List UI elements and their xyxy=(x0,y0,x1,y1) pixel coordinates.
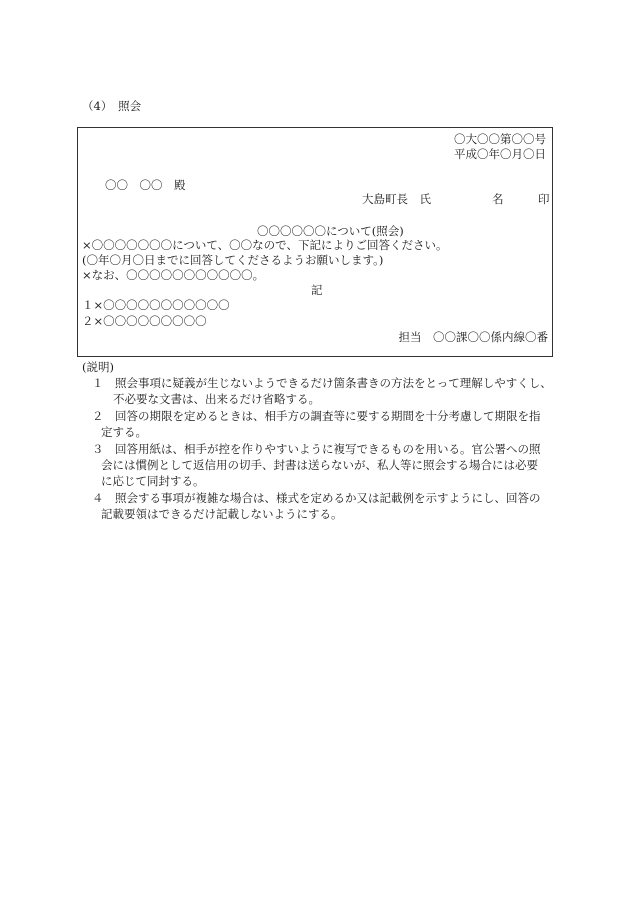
letter-item-1: １×〇〇〇〇〇〇〇〇〇〇〇 xyxy=(82,298,230,312)
inquiry-letter-frame xyxy=(77,127,553,357)
note-3-line-1: ３ 回答用紙は、相手が控を作りやすいように複写できるものを用いる。官公署への照 xyxy=(92,442,541,456)
note-3-line-3: に応じて同封する。 xyxy=(101,474,205,488)
note-4-line-2: 記載要領はできるだけ記載しないようにする。 xyxy=(101,507,343,521)
sender-name-char: 名 xyxy=(492,192,504,206)
note-1-line-1: １ 照会事項に疑義が生じないようできるだけ箇条書きの方法をとって理解しやすくし、 xyxy=(92,376,552,390)
note-2-line-1: ２ 回答の期限を定めるときは、相手方の調査等に要する期間を十分考慮して期限を指 xyxy=(92,409,541,423)
letter-body-line-1: ×〇〇〇〇〇〇〇について、〇〇なので、下記によりご回答ください。 xyxy=(82,238,448,252)
sender-title: 大島町長 氏 xyxy=(362,192,431,206)
section-heading: （4） 照会 xyxy=(82,99,142,113)
note-1-line-2: 不必要な文書は、出来るだけ省略する。 xyxy=(113,392,320,406)
notes-heading: (説明) xyxy=(82,360,114,374)
letter-body-line-2: (〇年〇月〇日までに回答してくださるようお願いします。) xyxy=(82,253,384,267)
note-2-line-2: 定する。 xyxy=(101,425,147,439)
addressee: 〇〇 〇〇 殿 xyxy=(105,178,186,192)
seal-char: 印 xyxy=(538,192,550,206)
letter-item-2: ２×〇〇〇〇〇〇〇〇〇 xyxy=(82,314,207,328)
letter-subject: 〇〇〇〇〇〇について(照会) xyxy=(257,224,404,238)
ki-heading: 記 xyxy=(311,283,323,297)
note-4-line-1: ４ 照会する事項が複雑な場合は、様式を定めるか又は記載例を示すようにし、回答の xyxy=(92,491,541,505)
letter-body-line-3: ×なお、〇〇〇〇〇〇〇〇〇〇〇。 xyxy=(82,268,265,282)
contact-line: 担当 〇〇課〇〇係内線〇番 xyxy=(398,330,548,344)
note-3-line-2: 会には慣例として返信用の切手、封書は送らないが、私人等に照会する場合には必要 xyxy=(101,458,538,472)
document-number: 〇大〇〇第〇〇号 xyxy=(454,132,546,146)
document-date: 平成〇年〇月〇日 xyxy=(454,147,546,161)
